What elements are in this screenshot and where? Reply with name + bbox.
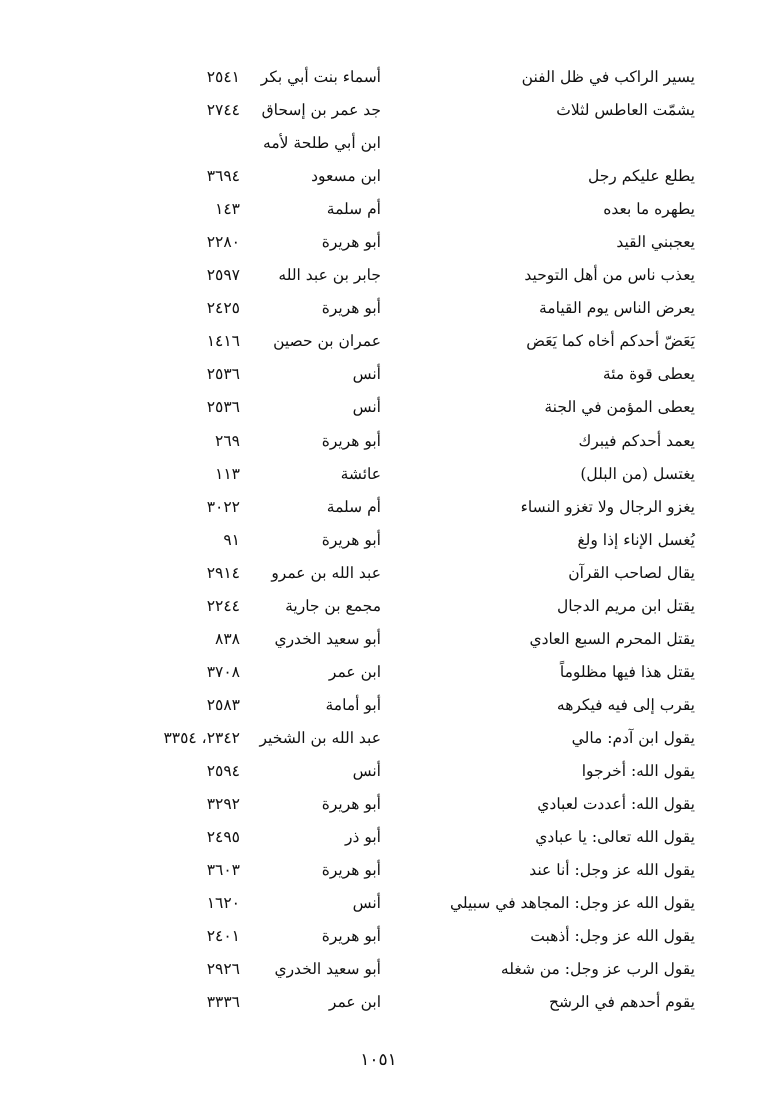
hadith-phrase: يَعَضّ أحدكم أخاه كما يَعَض bbox=[526, 332, 695, 351]
narrator-name: أبو ذر bbox=[345, 828, 381, 847]
hadith-number: ٢٥٣٦ bbox=[206, 365, 240, 384]
hadith-number: ٢٣٤٢، ٣٣٥٤ bbox=[163, 728, 240, 747]
index-entry bbox=[0, 656, 757, 689]
narrator-name: ابن عمر bbox=[328, 662, 381, 681]
index-entry bbox=[0, 689, 757, 722]
narrator-name: أبو سعيد الخدري bbox=[274, 960, 381, 979]
narrator-name: أبو سعيد الخدري bbox=[274, 629, 381, 648]
index-entry bbox=[0, 259, 757, 292]
index-entry bbox=[0, 590, 757, 623]
narrator-name: أبو أمامة bbox=[325, 695, 381, 714]
hadith-phrase: يعطى قوة مئة bbox=[602, 365, 695, 384]
index-entry bbox=[0, 325, 757, 358]
index-entry bbox=[0, 226, 757, 259]
hadith-number: ٢٩١٤ bbox=[206, 563, 240, 582]
narrator-name: أم سلمة bbox=[326, 497, 381, 516]
hadith-number: ٩١ bbox=[223, 530, 240, 549]
narrator-name: جد عمر بن إسحاق bbox=[261, 101, 381, 120]
hadith-number: ٣٣٣٦ bbox=[206, 993, 240, 1012]
hadith-index-list bbox=[0, 61, 757, 1019]
narrator-name: أنس bbox=[352, 398, 381, 417]
index-entry bbox=[0, 557, 757, 590]
narrator-name: أسماء بنت أبي بكر bbox=[260, 68, 381, 86]
narrator-name: ابن أبي طلحة لأمه bbox=[263, 134, 381, 153]
hadith-phrase: يقول الله عز وجل: أنا عند bbox=[529, 861, 695, 880]
hadith-phrase: يقال لصاحب القرآن bbox=[568, 563, 695, 582]
hadith-number: ٢٥٩٧ bbox=[206, 266, 240, 285]
index-entry bbox=[0, 61, 757, 94]
index-entry bbox=[0, 292, 757, 325]
index-entry bbox=[0, 524, 757, 557]
hadith-number: ٢٥٨٣ bbox=[206, 695, 240, 714]
hadith-number: ٣٢٩٢ bbox=[206, 795, 240, 814]
hadith-number: ١١٣ bbox=[215, 464, 240, 483]
narrator-name: أبو هريرة bbox=[321, 233, 381, 252]
narrator-name: مجمع بن جارية bbox=[285, 596, 381, 615]
hadith-number: ٣٠٢٢ bbox=[206, 497, 240, 516]
index-entry bbox=[0, 788, 757, 821]
hadith-number: ١٤١٦ bbox=[206, 332, 240, 351]
hadith-phrase: يقتل المحرم السبع العادي bbox=[529, 629, 695, 648]
hadith-number: ٢٩٢٦ bbox=[206, 960, 240, 979]
page-number: ١٠٥١ bbox=[360, 1050, 397, 1070]
hadith-phrase: يقول الله: أخرجوا bbox=[581, 761, 695, 780]
narrator-name: عمران بن حصين bbox=[273, 332, 381, 351]
narrator-name: أبو هريرة bbox=[321, 530, 381, 549]
narrator-name: ابن مسعود bbox=[311, 167, 381, 186]
hadith-number: ٣٦٠٣ bbox=[206, 861, 240, 880]
index-entry bbox=[0, 491, 757, 524]
hadith-number: ٢٦٩ bbox=[215, 431, 240, 450]
index-entry bbox=[0, 623, 757, 656]
hadith-phrase: يقتل ابن مريم الدجال bbox=[557, 596, 695, 615]
hadith-number: ٢٢٨٠ bbox=[206, 233, 240, 252]
index-entry bbox=[0, 953, 757, 986]
hadith-phrase: يقتل هذا فيها مظلوماً bbox=[559, 662, 695, 681]
hadith-phrase: يقرب إلى فيه فيكرهه bbox=[556, 695, 695, 714]
hadith-phrase: يقول الله: أعددت لعبادي bbox=[537, 795, 695, 814]
hadith-number: ٢٤٢٥ bbox=[206, 299, 240, 318]
narrator-name: أنس bbox=[352, 365, 381, 384]
narrator-name: ابن عمر bbox=[328, 993, 381, 1012]
index-entry bbox=[0, 193, 757, 226]
hadith-phrase: يعذب ناس من أهل التوحيد bbox=[524, 266, 695, 285]
index-entry bbox=[0, 391, 757, 424]
narrator-name: أبو هريرة bbox=[321, 861, 381, 880]
narrator-name: أبو هريرة bbox=[321, 795, 381, 814]
hadith-number: ٢٥٤١ bbox=[206, 68, 240, 86]
hadith-phrase: يقول الله عز وجل: المجاهد في سبيلي bbox=[449, 894, 695, 913]
narrator-name: أبو هريرة bbox=[321, 299, 381, 318]
narrator-name: أم سلمة bbox=[326, 200, 381, 219]
narrator-name: أنس bbox=[352, 894, 381, 913]
hadith-phrase: يعجبني القيد bbox=[616, 233, 695, 252]
index-entry bbox=[0, 94, 757, 127]
index-entry bbox=[0, 425, 757, 458]
hadith-number: ٣٧٠٨ bbox=[206, 662, 240, 681]
hadith-phrase: يعطى المؤمن في الجنة bbox=[544, 398, 695, 417]
hadith-phrase: يقول الله تعالى: يا عبادي bbox=[535, 828, 695, 847]
index-entry bbox=[0, 854, 757, 887]
index-entry bbox=[0, 755, 757, 788]
index-entry bbox=[0, 887, 757, 920]
hadith-phrase: يقول ابن آدم: مالي bbox=[571, 728, 695, 747]
hadith-number: ٢٥٣٦ bbox=[206, 398, 240, 417]
hadith-phrase: يقول الله عز وجل: أذهبت bbox=[530, 927, 695, 946]
hadith-phrase: يعمد أحدكم فيبرك bbox=[578, 431, 695, 450]
narrator-name: عبد الله بن الشخير bbox=[259, 728, 381, 747]
hadith-phrase: يقول الرب عز وجل: من شغله bbox=[500, 960, 695, 979]
hadith-number: ٢٧٤٤ bbox=[206, 101, 240, 120]
narrator-name: أنس bbox=[352, 761, 381, 780]
narrator-name: عبد الله بن عمرو bbox=[271, 563, 381, 582]
hadith-phrase: يُغسل الإناء إذا ولغ bbox=[577, 530, 695, 549]
narrator-name: عائشة bbox=[340, 464, 381, 483]
index-entry bbox=[0, 160, 757, 193]
hadith-phrase: يغزو الرجال ولا تغزو النساء bbox=[520, 497, 695, 516]
index-entry bbox=[0, 986, 757, 1019]
hadith-number: ٢٢٤٤ bbox=[206, 596, 240, 615]
hadith-phrase: يشمّت العاطس لثلاث bbox=[556, 101, 695, 120]
hadith-number: ٨٣٨ bbox=[215, 629, 240, 648]
hadith-phrase: يطلع عليكم رجل bbox=[587, 167, 695, 186]
index-entry bbox=[0, 722, 757, 755]
hadith-phrase: يطهره ما بعده bbox=[603, 200, 695, 219]
hadith-phrase: يعرض الناس يوم القيامة bbox=[538, 299, 695, 318]
hadith-number: ١٦٢٠ bbox=[206, 894, 240, 913]
hadith-phrase: يسير الراكب في ظل الفنن bbox=[521, 68, 695, 86]
hadith-phrase: يقوم أحدهم في الرشح bbox=[549, 993, 695, 1012]
index-entry bbox=[0, 458, 757, 491]
index-entry bbox=[0, 821, 757, 854]
hadith-number: ١٤٣ bbox=[215, 200, 240, 219]
narrator-name: جابر بن عبد الله bbox=[278, 266, 381, 285]
index-entry bbox=[0, 127, 757, 160]
hadith-number: ٣٦٩٤ bbox=[206, 167, 240, 186]
hadith-number: ٢٤٠١ bbox=[206, 927, 240, 946]
narrator-name: أبو هريرة bbox=[321, 431, 381, 450]
hadith-number: ٢٥٩٤ bbox=[206, 761, 240, 780]
hadith-number: ٢٤٩٥ bbox=[206, 828, 240, 847]
index-entry bbox=[0, 358, 757, 391]
narrator-name: أبو هريرة bbox=[321, 927, 381, 946]
hadith-phrase: يغتسل (من البلل) bbox=[580, 464, 695, 483]
index-entry bbox=[0, 920, 757, 953]
